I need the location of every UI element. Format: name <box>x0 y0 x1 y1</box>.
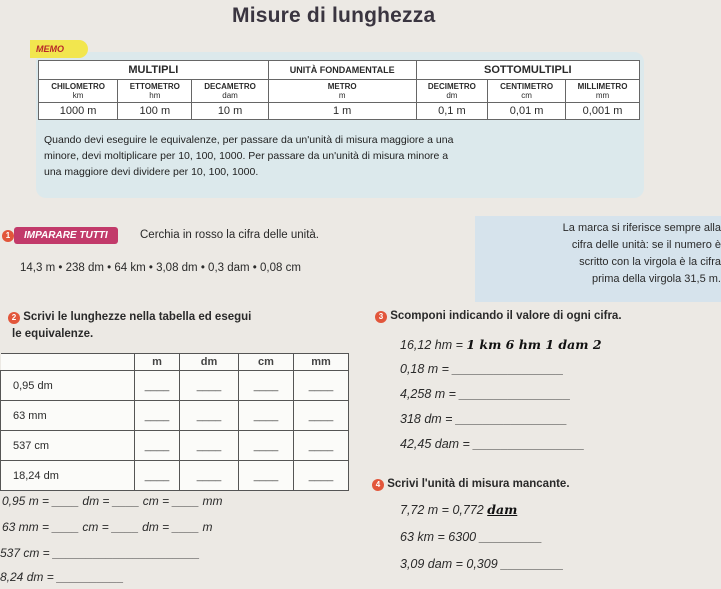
missing-unit-expr: 63 km = 6300 <box>400 530 477 544</box>
input-cell[interactable]: ____ <box>135 431 180 461</box>
exercise-2-instruction <box>8 309 338 343</box>
decompose-expr: 16,12 hm = <box>400 338 463 352</box>
unit-value-cell: 100 m <box>118 103 192 120</box>
instruction-line: le equivalenze. <box>12 328 94 340</box>
memo-text <box>44 132 644 180</box>
side-note-line: prima della virgola 31,5 m. <box>591 273 721 285</box>
equivalence-line[interactable]: 537 cm = ______________________ <box>0 546 200 560</box>
decompose-item[interactable] <box>400 337 602 352</box>
equivalence-line[interactable]: 8,24 dm = __________ <box>0 570 124 584</box>
handwritten-answer: dam <box>487 502 518 517</box>
column-header: cm <box>239 354 294 371</box>
answer-blank[interactable]: ________________ <box>455 412 568 426</box>
multipli-header: MULTIPLI <box>39 61 269 80</box>
exercise-2-badge: 2 <box>8 312 20 324</box>
input-cell[interactable]: ____ <box>180 401 239 431</box>
input-cell[interactable]: ____ <box>180 371 239 401</box>
unit-value-cell: 1 m <box>268 103 416 120</box>
memo-text-line: minore, devi moltiplicare per 10, 100, 1000. Per passare da un'unità di misura minore a <box>44 150 449 162</box>
input-cell[interactable]: ____ <box>294 461 349 491</box>
row-label: 0,95 dm <box>1 371 135 401</box>
unit-value-cell: 1000 m <box>39 103 118 120</box>
column-header: mm <box>294 354 349 371</box>
exercise-1-badge: 1 <box>2 230 14 242</box>
column-header: m <box>135 354 180 371</box>
unit-name-cell: CHILOMETRO km <box>39 80 118 103</box>
exercise-3-badge: 3 <box>375 311 387 323</box>
missing-unit-expr: 3,09 dam = 0,309 <box>400 557 498 571</box>
column-header: dm <box>180 354 239 371</box>
unit-name-cell: METRO m <box>268 80 416 103</box>
equivalence-line[interactable]: 0,95 m = ____ dm = ____ cm = ____ mm <box>2 494 223 508</box>
missing-unit-expr: 7,72 m = 0,772 <box>400 503 484 517</box>
fondamentale-header: UNITÀ FONDAMENTALE <box>268 61 416 80</box>
answer-blank[interactable]: _________ <box>479 530 543 544</box>
input-cell[interactable]: ____ <box>294 371 349 401</box>
side-note-line: cifra delle unità: se il numero è <box>571 239 721 251</box>
memo-text-line: Quando devi eseguire le equivalenze, per passare da un'unità di misura maggiore a una <box>44 134 454 146</box>
answer-blank[interactable]: ________________ <box>459 387 571 401</box>
unit-name-cell: DECIMETRO dm <box>416 80 487 103</box>
input-cell[interactable]: ____ <box>180 461 239 491</box>
input-cell[interactable]: ____ <box>239 371 294 401</box>
unit-name-cell: DECAMETRO dam <box>192 80 268 103</box>
side-note <box>498 220 721 288</box>
answer-blank[interactable]: ________________ <box>473 437 585 451</box>
input-cell[interactable]: ____ <box>294 401 349 431</box>
sottomultipli-header: SOTTOMULTIPLI <box>416 61 639 80</box>
input-cell[interactable]: ____ <box>294 431 349 461</box>
exercise-4-instruction <box>372 478 570 491</box>
unit-name-cell: MILLIMETRO mm <box>566 80 640 103</box>
decompose-expr: 0,18 m = <box>400 362 449 376</box>
corner-cell <box>1 354 135 371</box>
decompose-item[interactable] <box>400 362 564 376</box>
unit-value-cell: 0,001 m <box>566 103 640 120</box>
row-label: 18,24 dm <box>1 461 135 491</box>
missing-unit-item[interactable] <box>400 557 564 571</box>
input-cell[interactable]: ____ <box>135 401 180 431</box>
exercise-3-instruction <box>375 310 622 323</box>
instruction-text: Scomponi indicando il valore di ogni cifra. <box>390 310 622 322</box>
input-cell[interactable]: ____ <box>239 461 294 491</box>
unit-value-cell: 0,1 m <box>416 103 487 120</box>
memo-text-line: una maggiore devi dividere per 10, 100, 1000. <box>44 166 259 178</box>
unit-name-cell: ETTOMETRO hm <box>118 80 192 103</box>
decompose-item[interactable] <box>400 387 571 401</box>
unit-value-cell: 0,01 m <box>488 103 566 120</box>
memo-tag: MEMO <box>30 40 88 58</box>
exercise-1-instruction: Cerchia in rosso la cifra delle unità. <box>140 229 319 241</box>
side-note-line: scritto con la virgola è la cifra <box>579 256 721 268</box>
units-table <box>38 60 640 120</box>
decompose-expr: 4,258 m = <box>400 387 456 401</box>
conversion-table <box>0 353 349 491</box>
unit-name-cell: CENTIMETRO cm <box>488 80 566 103</box>
instruction-text: Scrivi l'unità di misura mancante. <box>387 478 570 490</box>
missing-unit-item[interactable] <box>400 502 517 517</box>
answer-blank[interactable]: _________ <box>501 557 564 571</box>
row-label: 537 cm <box>1 431 135 461</box>
answer-blank[interactable]: ________________ <box>452 362 564 376</box>
input-cell[interactable]: ____ <box>135 371 180 401</box>
input-cell[interactable]: ____ <box>180 431 239 461</box>
exercise-1-list: 14,3 m • 238 dm • 64 km • 3,08 dm • 0,3 dam • 0,08 cm <box>20 262 301 274</box>
handwritten-answer: 1 km 6 hm 1 dam 2 <box>466 337 602 352</box>
side-note-line: La marca si riferisce sempre alla <box>562 222 721 234</box>
exercise-4-badge: 4 <box>372 479 384 491</box>
page-title: Misure di lunghezza <box>232 4 436 27</box>
equivalence-line[interactable]: 63 mm = ____ cm = ____ dm = ____ m <box>2 520 213 534</box>
unit-value-cell: 10 m <box>192 103 268 120</box>
missing-unit-item[interactable] <box>400 530 542 544</box>
decompose-item[interactable] <box>400 412 567 426</box>
decompose-expr: 42,45 dam = <box>400 437 470 451</box>
input-cell[interactable]: ____ <box>135 461 180 491</box>
input-cell[interactable]: ____ <box>239 431 294 461</box>
decompose-expr: 318 dm = <box>400 412 453 426</box>
imparare-tutti-tag: IMPARARE TUTTI <box>14 227 118 244</box>
row-label: 63 mm <box>1 401 135 431</box>
input-cell[interactable]: ____ <box>239 401 294 431</box>
instruction-line: Scrivi le lunghezze nella tabella ed esegui <box>23 311 252 323</box>
decompose-item[interactable] <box>400 437 585 451</box>
